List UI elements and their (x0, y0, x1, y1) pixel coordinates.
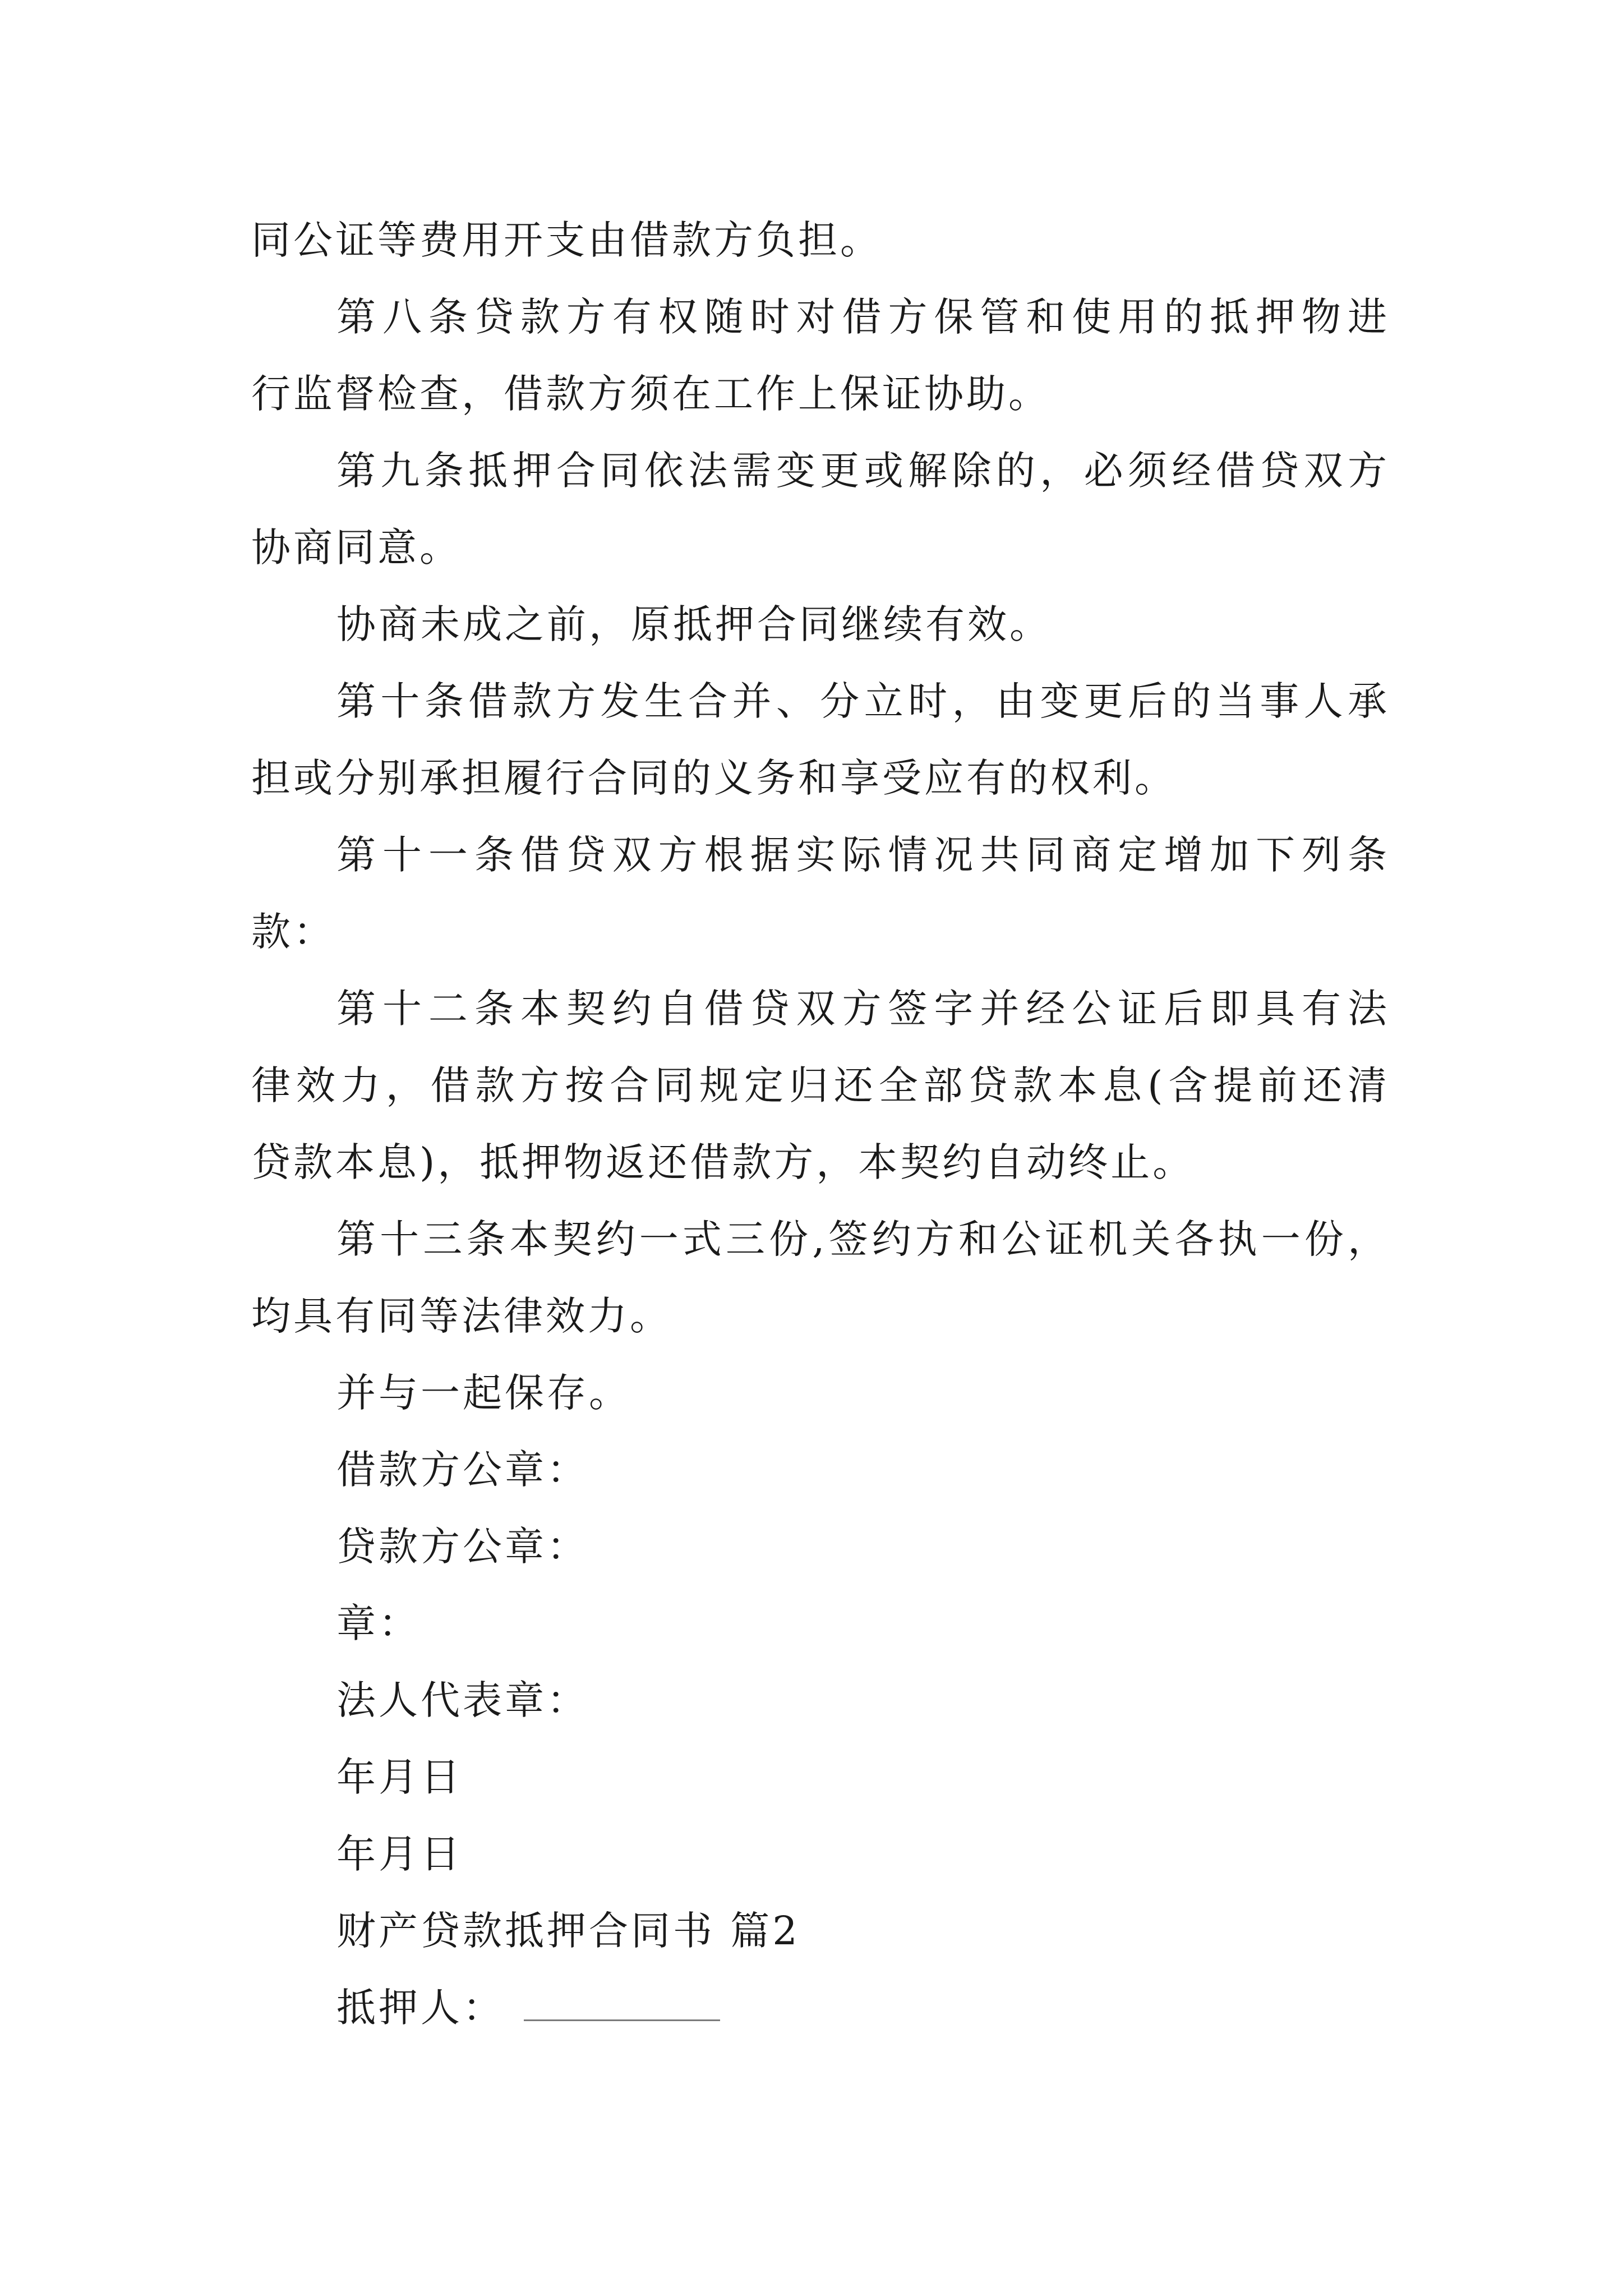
text-line: 并与一起保存。 (336, 1370, 631, 1416)
clause-8-line-1: 第八条贷款方有权随时对借方保管和使用的抵押物进 (336, 294, 1390, 340)
clause-8-line-2: 行监督检查，借款方须在工作上保证协助。 (251, 371, 1050, 417)
section-heading: 财产贷款抵押合同书 篇2 (336, 1908, 800, 1954)
clause-13-line-2: 均具有同等法律效力。 (251, 1293, 672, 1339)
clause-10-line-1: 第十条借款方发生合并、分立时，由变更后的当事人承 (336, 678, 1390, 724)
clause-11-line-1: 第十一条借贷双方根据实际情况共同商定增加下列条 (336, 832, 1390, 878)
lender-seal-label: 贷款方公章： (336, 1524, 589, 1570)
clause-11-line-2: 款： (251, 909, 335, 955)
text-line: 协商未成之前，原抵押合同继续有效。 (336, 601, 1052, 647)
clause-12-line-3: 贷款本息)，抵押物返还借款方，本契约自动终止。 (251, 1139, 1195, 1185)
mortgagor-line (251, 1970, 1390, 2046)
mortgagor-label: 抵押人： (336, 1985, 505, 2031)
date-line: 年月日 (336, 1754, 463, 1800)
clause-9-line-2: 协商同意。 (251, 524, 462, 570)
borrower-seal-label: 借款方公章： (336, 1447, 589, 1493)
text-line: 同公证等费用开支由借款方负担。 (251, 217, 882, 263)
clause-13-line-1: 第十三条本契约一式三份,签约方和公证机关各执一份， (336, 1216, 1390, 1262)
mortgagor-blank (524, 1986, 720, 2021)
document-page (251, 202, 1390, 2046)
legal-representative-seal-label: 法人代表章： (336, 1677, 589, 1723)
clause-9-line-1: 第九条抵押合同依法需变更或解除的，必须经借贷双方 (336, 448, 1390, 494)
clause-10-line-2: 担或分别承担履行合同的义务和享受应有的权利。 (251, 755, 1177, 801)
date-line: 年月日 (336, 1831, 463, 1877)
clause-12-line-2: 律效力，借款方按合同规定归还全部贷款本息(含提前还清 (251, 1062, 1390, 1108)
seal-label: 章： (336, 1600, 421, 1646)
clause-12-line-1: 第十二条本契约自借贷双方签字并经公证后即具有法 (336, 986, 1390, 1032)
